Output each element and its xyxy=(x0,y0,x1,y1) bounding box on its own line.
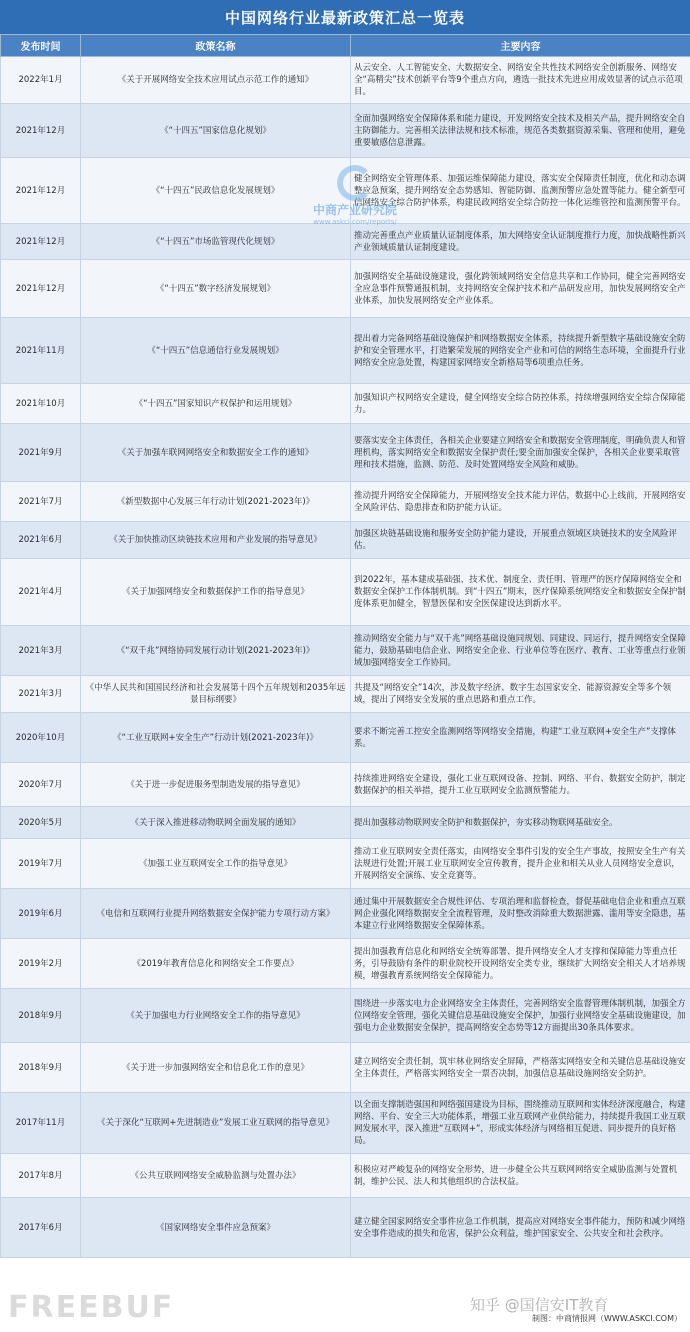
table-row xyxy=(1,559,690,626)
askci-logo-icon xyxy=(337,165,373,201)
row-content: 推动网络安全能力与“双千兆”网络基础设施同规划、同建设、同运行，提升网络安全保障能力，鼓励基础电信企业、网络安全企业、行业单位等在医疗、教育、工业等重点行业领域加强网络安全工作协同。 xyxy=(351,626,690,676)
row-policy-name: 《关于深入推进移动物联网全面发展的通知》 xyxy=(81,807,351,839)
row-date: 2021年6月 xyxy=(1,522,81,559)
row-date: 2017年6月 xyxy=(1,1198,81,1258)
table-row xyxy=(1,939,690,989)
table-row xyxy=(1,1198,690,1258)
table-row xyxy=(1,626,690,676)
row-content: 健全网络安全管理体系、加强运维保障能力建设，落实安全保障责任制度，优化和动态调整应急预案，提升网络安全态势感知、智能防御、监测预警应急处置等能力。健全新型可信网络安全综合防护体系，构建民政网络安全综合防控一体化运维管控和监测预警平台。 xyxy=(351,158,690,224)
row-date: 2022年1月 xyxy=(1,57,81,104)
row-date: 2018年9月 xyxy=(1,989,81,1043)
source-note: 制图：中商情报网（WWW.ASKCI.COM） xyxy=(532,1314,682,1323)
row-content: 共提及“网络安全”14次，涉及数字经济、数字生态国家安全、能源资源安全等多个领域，提出了网络安全发展的重点思路和重点工作。 xyxy=(351,676,690,713)
row-content: 全面加强网络安全保障体系和能力建设，开发网络安全技术及相关产品，提升网络安全自主防御能力。完善相关法律法规和技术标准，规范各类数据资源采集、管理和使用，避免重要敏感信息泄露。 xyxy=(351,104,690,158)
row-policy-name: 《电信和互联网行业提升网络数据安全保护能力专项行动方案》 xyxy=(81,889,351,939)
table-row xyxy=(1,104,690,158)
row-date: 2019年2月 xyxy=(1,939,81,989)
row-policy-name: 《“十四五”数字经济发展规划》 xyxy=(81,260,351,318)
row-date: 2017年11月 xyxy=(1,1093,81,1154)
row-policy-name: 《“双千兆”网络协同发展行动计划(2021-2023年)》 xyxy=(81,626,351,676)
row-date: 2021年12月 xyxy=(1,260,81,318)
row-policy-name: 《国家网络安全事件应急预案》 xyxy=(81,1198,351,1258)
askci-watermark-name: 中商产业研究院 xyxy=(312,203,397,217)
row-content: 从云安全、人工智能安全、大数据安全、网络安全共性技术网络安全创新服务、网络安全“高精尖”技术创新平台等9个重点方向，遴选一批技术先进应用成效显著的试点示范项目。 xyxy=(351,57,690,104)
row-policy-name: 《关于深化“互联网+先进制造业”发展工业互联网的指导意见》 xyxy=(81,1093,351,1154)
table-row xyxy=(1,522,690,559)
zhihu-watermark: 知乎 @国信安IT教育 xyxy=(470,1296,609,1314)
table-row xyxy=(1,807,690,839)
row-date: 2021年3月 xyxy=(1,676,81,713)
table-row xyxy=(1,889,690,939)
row-content: 要落实安全主体责任，各相关企业要建立网络安全和数据安全管理制度，明确负责人和管理机构，落实网络安全和数据安全保护责任;要全面加强安全保护，各相关企业要采取管理和技术措施，监测、防范、及时处置网络安全风险和威胁。 xyxy=(351,424,690,482)
row-content: 加强区块链基础设施和服务安全防护能力建设，开展重点领域区块链技术的安全风险评估。 xyxy=(351,522,690,559)
row-date: 2019年6月 xyxy=(1,889,81,939)
row-date: 2021年3月 xyxy=(1,626,81,676)
row-content: 积极应对严峻复杂的网络安全形势，进一步健全公共互联网网络安全威胁监测与处置机制，维护公民、法人和其他组织的合法权益。 xyxy=(351,1154,690,1198)
row-content: 要求不断完善工控安全监测网络等网络安全措施，构建“工业互联网+安全生产”支撑体系。 xyxy=(351,713,690,763)
row-date: 2021年12月 xyxy=(1,104,81,158)
row-content: 提出加强教育信息化和网络安全统筹部署、提升网络安全人才支撑和保障能力等重点任务，引导鼓励有条件的职业院校开设网络安全类专业，继续扩大网络安全相关人才培养规模，增强教育系统网络安全保障能力。 xyxy=(351,939,690,989)
row-policy-name: 《关于进一步加强网络安全和信息化工作的意见》 xyxy=(81,1043,351,1093)
table-row xyxy=(1,318,690,384)
askci-watermark xyxy=(300,165,410,235)
table-row xyxy=(1,424,690,482)
row-date: 2021年10月 xyxy=(1,384,81,424)
table-row xyxy=(1,989,690,1043)
row-content: 围绕进一步落实电力企业网络安全主体责任，完善网络安全监督管理体制机制，加强全方位网络安全管理，强化关键信息基础设施安全保护，加强行业网络安全基础设施建设，加强电力企业数据安全保护，提高网络安全态势等12方面提出30条具体要求。 xyxy=(351,989,690,1043)
row-policy-name: 《关于开展网络安全技术应用试点示范工作的通知》 xyxy=(81,57,351,104)
row-content: 持续推进网络安全建设，强化工业互联网设备、控制、网络、平台、数据安全防护，制定数据保护的相关举措，提升工业互联网安全监测预警能力。 xyxy=(351,763,690,807)
row-policy-name: 《关于加快推动区块链技术应用和产业发展的指导意见》 xyxy=(81,522,351,559)
row-date: 2017年8月 xyxy=(1,1154,81,1198)
row-policy-name: 《加强工业互联网安全工作的指导意见》 xyxy=(81,839,351,889)
page-title: 中国网络行业最新政策汇总一览表 xyxy=(0,0,690,34)
row-date: 2020年10月 xyxy=(1,713,81,763)
row-date: 2021年4月 xyxy=(1,559,81,626)
row-content: 提出加强移动物联网安全防护和数据保护，夯实移动物联网基础安全。 xyxy=(351,807,690,839)
row-policy-name: 《“十四五”信息通信行业发展规划》 xyxy=(81,318,351,384)
row-policy-name: 《关于加强电力行业网络安全工作的指导意见》 xyxy=(81,989,351,1043)
row-date: 2021年7月 xyxy=(1,482,81,522)
table-body xyxy=(1,57,690,1258)
table-row xyxy=(1,260,690,318)
row-content: 加强知识产权网络安全建设，健全网络安全综合防控体系，持续增强网络安全综合保障能力。 xyxy=(351,384,690,424)
row-content: 推动完善重点产业质量认证制度体系，加大网络安全认证制度推行力度，加快战略性新兴产业领域质量认证制度建设。 xyxy=(351,224,690,260)
table-row xyxy=(1,482,690,522)
row-content: 建立健全国家网络安全事件应急工作机制，提高应对网络安全事件能力，预防和减少网络安全事件造成的损失和危害，保护公众利益，维护国家安全、公共安全和社会秩序。 xyxy=(351,1198,690,1258)
row-policy-name: 《关于加强网络安全和数据保护工作的指导意见》 xyxy=(81,559,351,626)
freebuf-watermark: FREEBUF xyxy=(8,1290,175,1325)
row-policy-name: 《“十四五”国家知识产权保护和运用规划》 xyxy=(81,384,351,424)
row-policy-name: 《中华人民共和国国民经济和社会发展第十四个五年规划和2035年远景目标纲要》 xyxy=(81,676,351,713)
row-policy-name: 《关于加强车联网网络安全和数据安全工作的通知》 xyxy=(81,424,351,482)
header-content: 主要内容 xyxy=(351,35,690,57)
table-row xyxy=(1,713,690,763)
header-date: 发布时间 xyxy=(1,35,81,57)
table-row xyxy=(1,1154,690,1198)
row-date: 2021年11月 xyxy=(1,318,81,384)
row-date: 2021年9月 xyxy=(1,424,81,482)
row-content: 建立网络安全责任制，筑牢林业网络安全屏障，严格落实网络安全和关键信息基础设施安全主体责任，严格落实网络安全一票否决制，加强信息基础设施网络安全防护。 xyxy=(351,1043,690,1093)
row-date: 2020年7月 xyxy=(1,763,81,807)
table-row xyxy=(1,676,690,713)
row-policy-name: 《新型数据中心发展三年行动计划(2021-2023年)》 xyxy=(81,482,351,522)
row-content: 推动提升网络安全保障能力，开展网络安全技术能力评估，数据中心上线前，开展网络安全风险评估、隐患排查和防护能力认证。 xyxy=(351,482,690,522)
row-content: 推动工业互联网安全责任落实，由网络安全事件引发的安全生产事故，按照安全生产有关法规进行处置;开展工业互联网安全宣传教育，提升企业和相关从业人员网络安全意识，开展网络安全演练、安全竞赛等。 xyxy=(351,839,690,889)
row-policy-name: 《“工业互联网+安全生产”行动计划(2021-2023年)》 xyxy=(81,713,351,763)
table-row xyxy=(1,839,690,889)
row-content: 提出着力完备网络基础设施保护和网络数据安全体系，持续提升新型数字基础设施安全防护和安全管理水平，打造繁荣发展的网络安全产业和可信的网络生态环境，全面提升行业网络安全应急处置，构建国家网络安全新格局等6项重点任务。 xyxy=(351,318,690,384)
row-policy-name: 《公共互联网网络安全威胁监测与处置办法》 xyxy=(81,1154,351,1198)
row-policy-name: 《“十四五”民政信息化发展规划》 xyxy=(81,158,351,224)
row-date: 2021年12月 xyxy=(1,224,81,260)
row-date: 2018年9月 xyxy=(1,1043,81,1093)
row-policy-name: 《2019年教育信息化和网络安全工作要点》 xyxy=(81,939,351,989)
row-policy-name: 《关于进一步促进服务型制造发展的指导意见》 xyxy=(81,763,351,807)
table-header-row xyxy=(1,35,690,57)
row-content: 以全面支撑制造强国和网络强国建设为目标，围绕推动互联网和实体经济深度融合，构建网络、平台、安全三大功能体系，增强工业互联网产业供给能力，持续提升我国工业互联网发展水平，深入推进“互联网+”，形成实体经济与网络相互促进、同步提升的良好格局。 xyxy=(351,1093,690,1154)
row-policy-name: 《“十四五”国家信息化规划》 xyxy=(81,104,351,158)
table-row xyxy=(1,763,690,807)
row-date: 2021年12月 xyxy=(1,158,81,224)
table-row xyxy=(1,57,690,104)
row-date: 2019年7月 xyxy=(1,839,81,889)
row-content: 通过集中开展数据安全合规性评估、专项治理和监督检查，督促基础电信企业和重点互联网企业强化网络数据安全全流程管理，及时整改消除重大数据泄露、滥用等安全隐患，基本建立行业网络数据安全保障体系。 xyxy=(351,889,690,939)
row-content: 到2022年，基本建成基础强、技术优、制度全、责任明、管理严的医疗保障网络安全和数据安全保护工作体制机制。到“十四五”期末，医疗保障系统网络安全和数据安全保护制度体系更加健全，智慧医保和安全医保建设达到新水平。 xyxy=(351,559,690,626)
row-policy-name: 《“十四五”市场监管现代化规划》 xyxy=(81,224,351,260)
row-content: 加强网络安全基础设施建设，强化跨领域网络安全信息共享和工作协同，健全完善网络安全应急事件预警通报机制，支持网络安全保护技术和产品研发应用，加快发展网络安全产业体系，加快发展网络安全产业体系。 xyxy=(351,260,690,318)
table-row xyxy=(1,384,690,424)
table-row xyxy=(1,1043,690,1093)
table-row xyxy=(1,1093,690,1154)
askci-watermark-url: www.askci.com/reports/ xyxy=(313,218,397,226)
row-date: 2020年5月 xyxy=(1,807,81,839)
header-name: 政策名称 xyxy=(81,35,351,57)
